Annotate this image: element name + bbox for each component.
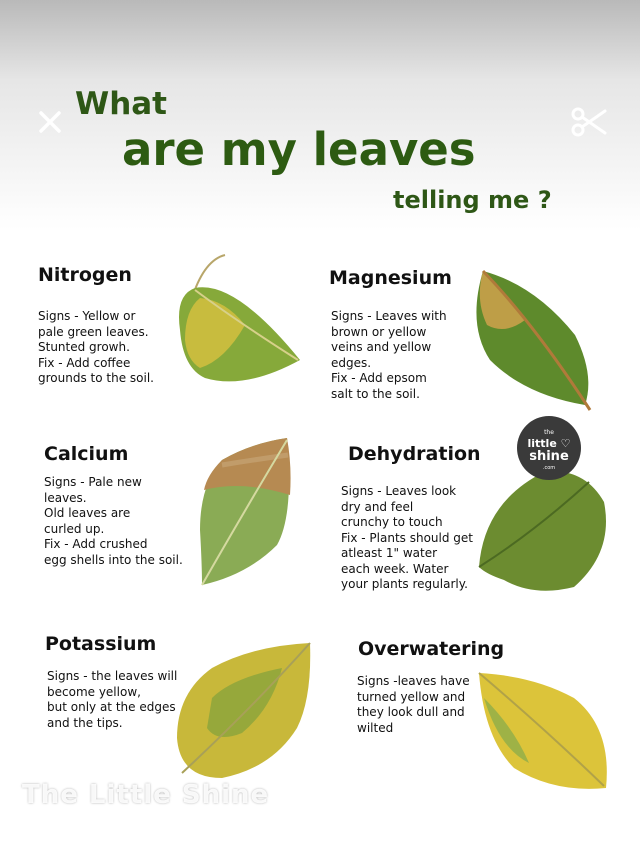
badge-shine: shine: [529, 449, 569, 464]
potassium-leaf-image: [172, 638, 317, 783]
close-icon: [36, 108, 64, 136]
overwatering-leaf-image: [474, 668, 614, 798]
badge-com: .com: [542, 465, 556, 471]
magnesium-leaf-image: [465, 265, 600, 415]
badge-the: the: [544, 429, 554, 436]
heading-potassium: Potassium: [45, 633, 157, 655]
calcium-leaf-image: [192, 435, 302, 590]
desc-nitrogen: Signs - Yellow or pale green leaves. Stunted growh. Fix - Add coffee grounds to the soil.: [38, 309, 154, 385]
heading-magnesium: Magnesium: [329, 267, 452, 289]
title-what: What: [75, 86, 168, 122]
dehydration-leaf-image: [474, 462, 614, 597]
nitrogen-leaf-image: [165, 250, 305, 390]
heading-calcium: Calcium: [44, 443, 129, 465]
close-button[interactable]: [36, 108, 64, 136]
badge-little: little ♡: [527, 437, 571, 450]
brand-badge[interactable]: [517, 416, 581, 480]
scissors-icon: [570, 106, 610, 138]
desc-dehydration: Signs - Leaves look dry and feel crunchy to touch Fix - Plants should get atleast 1" water each week. Water your plants regularly.: [341, 484, 473, 591]
heading-dehydration: Dehydration: [348, 443, 481, 465]
desc-overwatering: Signs -leaves have turned yellow and they look dull and wilted: [357, 674, 470, 735]
title-tail: telling me ?: [393, 186, 552, 214]
heading-nitrogen: Nitrogen: [38, 264, 132, 286]
watermark: The Little Shine: [22, 780, 270, 810]
scissors-button[interactable]: [570, 106, 610, 138]
desc-potassium: Signs - the leaves will become yellow, but only at the edges and the tips.: [47, 669, 178, 730]
title-main: are my leaves: [122, 123, 476, 176]
desc-magnesium: Signs - Leaves with brown or yellow veins and yellow edges. Fix - Add epsom salt to the soil.: [331, 309, 447, 401]
heading-overwatering: Overwatering: [358, 638, 505, 660]
desc-calcium: Signs - Pale new leaves. Old leaves are curled up. Fix - Add crushed egg shells into the soil.: [44, 475, 183, 567]
